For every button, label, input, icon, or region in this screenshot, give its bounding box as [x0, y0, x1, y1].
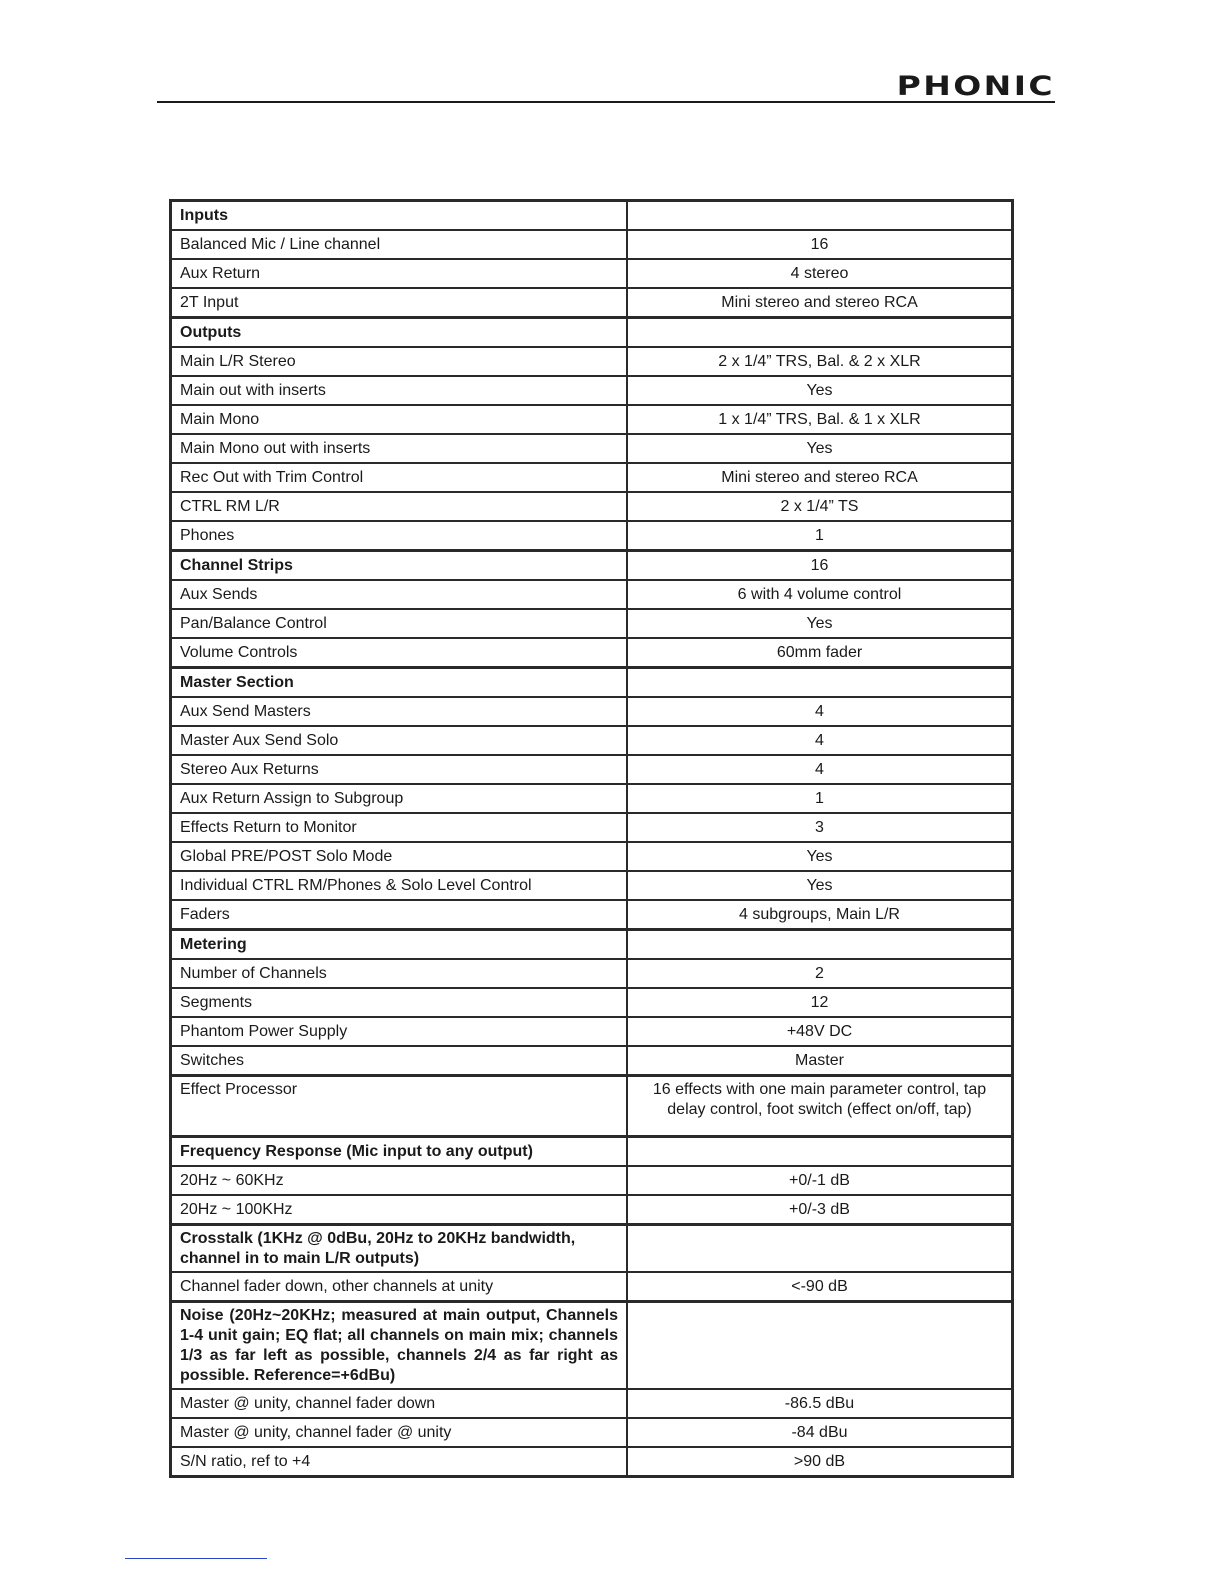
spec-row — [171, 726, 1013, 755]
spec-label: Main Mono out with inserts — [171, 434, 628, 463]
spec-label: CTRL RM L/R — [171, 492, 628, 521]
spec-label: Individual CTRL RM/Phones & Solo Level Control — [171, 871, 628, 900]
spec-row — [171, 1272, 1013, 1302]
spec-value: 4 stereo — [627, 259, 1013, 288]
spec-row — [171, 784, 1013, 813]
spec-value: 2 x 1/4” TRS, Bal. & 2 x XLR — [627, 347, 1013, 376]
spec-label: Main L/R Stereo — [171, 347, 628, 376]
spec-value: Yes — [627, 609, 1013, 638]
spec-row — [171, 959, 1013, 988]
spec-value — [627, 318, 1013, 348]
spec-label: Aux Sends — [171, 580, 628, 609]
spec-value: Yes — [627, 434, 1013, 463]
spec-row — [171, 988, 1013, 1017]
section-header-row — [171, 668, 1013, 698]
spec-value: 4 — [627, 697, 1013, 726]
spec-value: Mini stereo and stereo RCA — [627, 288, 1013, 318]
spec-value: 16 — [627, 230, 1013, 259]
spec-row — [171, 288, 1013, 318]
spec-row — [171, 347, 1013, 376]
section-header-row — [171, 1302, 1013, 1390]
spec-row — [171, 434, 1013, 463]
section-title: Channel Strips — [171, 551, 628, 581]
spec-value — [627, 668, 1013, 698]
spec-label: Segments — [171, 988, 628, 1017]
spec-row — [171, 1389, 1013, 1418]
spec-value — [627, 930, 1013, 960]
spec-row — [171, 230, 1013, 259]
spec-label: Aux Return Assign to Subgroup — [171, 784, 628, 813]
spec-value: Yes — [627, 842, 1013, 871]
spec-value: 60mm fader — [627, 638, 1013, 668]
spec-row — [171, 842, 1013, 871]
spec-row — [171, 871, 1013, 900]
section-title: Noise (20Hz~20KHz; measured at main output, Channels 1-4 unit gain; EQ flat; all channels on main mix; channels 1/3 as far left as possible, channels 2/4 as far right as possible. Reference=+6dBu) — [171, 1302, 628, 1390]
spec-label: Number of Channels — [171, 959, 628, 988]
spec-row — [171, 1076, 1013, 1137]
spec-value: 1 — [627, 521, 1013, 551]
spec-row — [171, 1447, 1013, 1477]
spec-label: Aux Return — [171, 259, 628, 288]
spec-label: Effect Processor — [171, 1076, 628, 1137]
spec-value: 2 x 1/4” TS — [627, 492, 1013, 521]
spec-value: 16 effects with one main parameter control, tap delay control, foot switch (effect on/off, tap) — [627, 1076, 1013, 1137]
spec-label: Phantom Power Supply — [171, 1017, 628, 1046]
spec-label: Faders — [171, 900, 628, 930]
footer-link-underline — [125, 1558, 267, 1559]
spec-value: 4 subgroups, Main L/R — [627, 900, 1013, 930]
spec-value: -84 dBu — [627, 1418, 1013, 1447]
spec-label: Phones — [171, 521, 628, 551]
section-header-row — [171, 1137, 1013, 1167]
specifications-table-body — [171, 201, 1013, 1477]
header-divider — [157, 101, 1055, 103]
spec-row — [171, 580, 1013, 609]
spec-value: 1 — [627, 784, 1013, 813]
spec-row — [171, 1046, 1013, 1076]
spec-row — [171, 1166, 1013, 1195]
spec-label: Master @ unity, channel fader @ unity — [171, 1418, 628, 1447]
spec-label: Global PRE/POST Solo Mode — [171, 842, 628, 871]
spec-value: +48V DC — [627, 1017, 1013, 1046]
spec-label: S/N ratio, ref to +4 — [171, 1447, 628, 1477]
section-title: Frequency Response (Mic input to any output) — [171, 1137, 628, 1167]
spec-label: Rec Out with Trim Control — [171, 463, 628, 492]
spec-row — [171, 521, 1013, 551]
spec-value — [627, 1302, 1013, 1390]
section-title: Metering — [171, 930, 628, 960]
spec-value: Yes — [627, 376, 1013, 405]
spec-value: 1 x 1/4” TRS, Bal. & 1 x XLR — [627, 405, 1013, 434]
spec-label: Effects Return to Monitor — [171, 813, 628, 842]
spec-label: Switches — [171, 1046, 628, 1076]
spec-label: Volume Controls — [171, 638, 628, 668]
section-title: Master Section — [171, 668, 628, 698]
spec-row — [171, 1017, 1013, 1046]
spec-label: 20Hz ~ 100KHz — [171, 1195, 628, 1225]
section-title: Inputs — [171, 201, 628, 231]
spec-label: Main out with inserts — [171, 376, 628, 405]
section-header-row — [171, 1225, 1013, 1273]
section-title: Outputs — [171, 318, 628, 348]
spec-row — [171, 697, 1013, 726]
spec-value: <-90 dB — [627, 1272, 1013, 1302]
spec-value — [627, 1137, 1013, 1167]
spec-value: +0/-1 dB — [627, 1166, 1013, 1195]
spec-value: 12 — [627, 988, 1013, 1017]
spec-row — [171, 638, 1013, 668]
spec-row — [171, 492, 1013, 521]
spec-value: Master — [627, 1046, 1013, 1076]
spec-value: +0/-3 dB — [627, 1195, 1013, 1225]
spec-value: 6 with 4 volume control — [627, 580, 1013, 609]
spec-row — [171, 1418, 1013, 1447]
spec-value: 4 — [627, 755, 1013, 784]
spec-label: Master @ unity, channel fader down — [171, 1389, 628, 1418]
spec-label: Channel fader down, other channels at unity — [171, 1272, 628, 1302]
spec-label: Pan/Balance Control — [171, 609, 628, 638]
spec-label: 20Hz ~ 60KHz — [171, 1166, 628, 1195]
spec-row — [171, 755, 1013, 784]
section-title: Crosstalk (1KHz @ 0dBu, 20Hz to 20KHz bandwidth, channel in to main L/R outputs) — [171, 1225, 628, 1273]
spec-value — [627, 201, 1013, 231]
spec-label: Main Mono — [171, 405, 628, 434]
spec-row — [171, 900, 1013, 930]
spec-row — [171, 813, 1013, 842]
spec-value: Yes — [627, 871, 1013, 900]
spec-value: 16 — [627, 551, 1013, 581]
spec-label: Balanced Mic / Line channel — [171, 230, 628, 259]
spec-row — [171, 463, 1013, 492]
spec-value: 2 — [627, 959, 1013, 988]
spec-value: 4 — [627, 726, 1013, 755]
spec-value: >90 dB — [627, 1447, 1013, 1477]
phonic-logo: PHONIC — [896, 70, 1055, 102]
spec-label: Master Aux Send Solo — [171, 726, 628, 755]
spec-label: 2T Input — [171, 288, 628, 318]
spec-value: -86.5 dBu — [627, 1389, 1013, 1418]
section-header-row — [171, 201, 1013, 231]
spec-row — [171, 609, 1013, 638]
specifications-table — [169, 199, 1014, 1478]
spec-row — [171, 376, 1013, 405]
spec-value: Mini stereo and stereo RCA — [627, 463, 1013, 492]
spec-value — [627, 1225, 1013, 1273]
spec-label: Aux Send Masters — [171, 697, 628, 726]
spec-value: 3 — [627, 813, 1013, 842]
section-header-row — [171, 318, 1013, 348]
section-header-row — [171, 551, 1013, 581]
spec-row — [171, 259, 1013, 288]
spec-row — [171, 1195, 1013, 1225]
spec-label: Stereo Aux Returns — [171, 755, 628, 784]
section-header-row — [171, 930, 1013, 960]
spec-row — [171, 405, 1013, 434]
